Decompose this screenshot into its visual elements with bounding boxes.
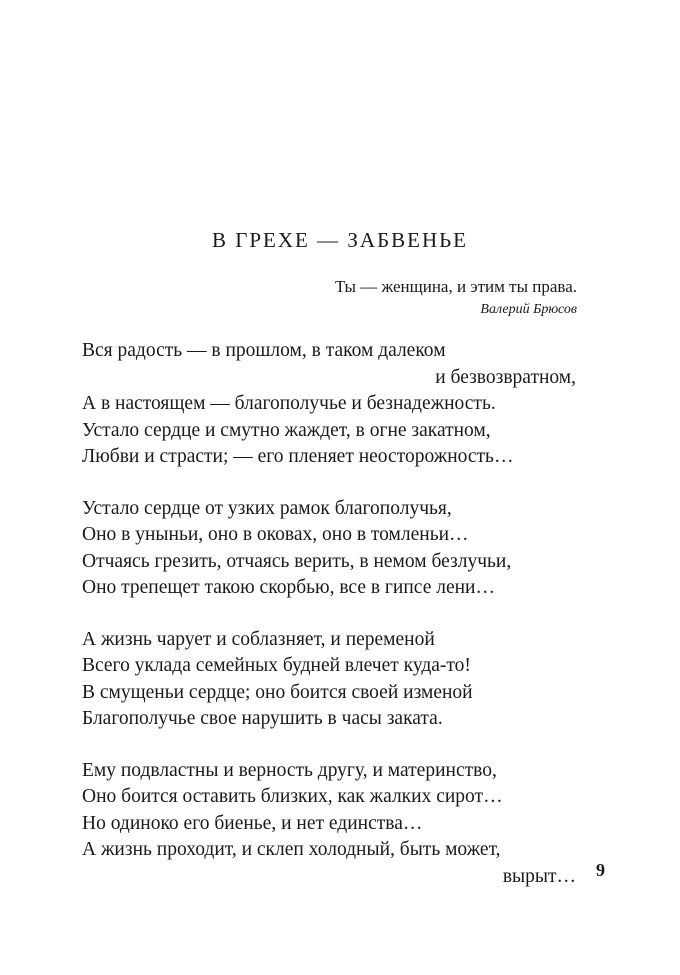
poem-line: Отчаясь грезить, отчаясь верить, в немом безлучьи, (82, 550, 512, 572)
poem-line: Любви и страсти; — его пленяет неосторожность… (82, 446, 514, 467)
poem-line: Оно боится оставить близких, как жалких сирот… (82, 786, 503, 807)
poem-line: Ему подвластны и верность другу, и материнство, (82, 759, 497, 781)
poem-body (82, 338, 576, 915)
stanza-3 (82, 627, 576, 733)
poem-line-continuation: вырыт… (502, 865, 576, 887)
poem-line: Оно трепещет такою скорбью, все в гипсе лени… (82, 577, 495, 598)
poem-line: Но одиноко его биенье, и нет единства… (82, 812, 423, 834)
poem-line: В смущеньи сердце; оно боится своей изменой (82, 681, 473, 703)
epigraph (335, 276, 577, 320)
poem-line: А жизнь проходит, и склеп холодный, быть может, (82, 839, 501, 860)
epigraph-text: Ты — женщина, и этим ты права. (335, 277, 577, 296)
poem-line: Оно в уныньи, оно в оковах, оно в томленьи… (82, 524, 469, 545)
poem-line: А в настоящем — благополучье и безнадежность. (82, 393, 496, 414)
poem-line: А жизнь чарует и соблазняет, и переменой (82, 628, 435, 650)
stanza-2 (82, 496, 576, 602)
poem-line: Устало сердце от узких рамок благополучья, (82, 497, 452, 519)
page-number: 9 (596, 860, 605, 880)
poem-line: Устало сердце и смутно жаждет, в огне закатном, (82, 419, 491, 441)
poem-line-continuation: и безвозвратном, (435, 366, 576, 388)
stanza-1 (82, 338, 576, 471)
poem-line: Всего уклада семейных будней влечет куда-то! (82, 655, 471, 676)
poem-title: В ГРЕХЕ — ЗАБВЕНЬЕ (211, 228, 469, 252)
stanza-4 (82, 758, 576, 891)
epigraph-author: Валерий Брюсов (480, 302, 577, 317)
poem-line: Вся радость — в прошлом, в таком далеком (82, 340, 446, 361)
poem-line: Благополучье свое нарушить в часы заката. (82, 708, 443, 729)
